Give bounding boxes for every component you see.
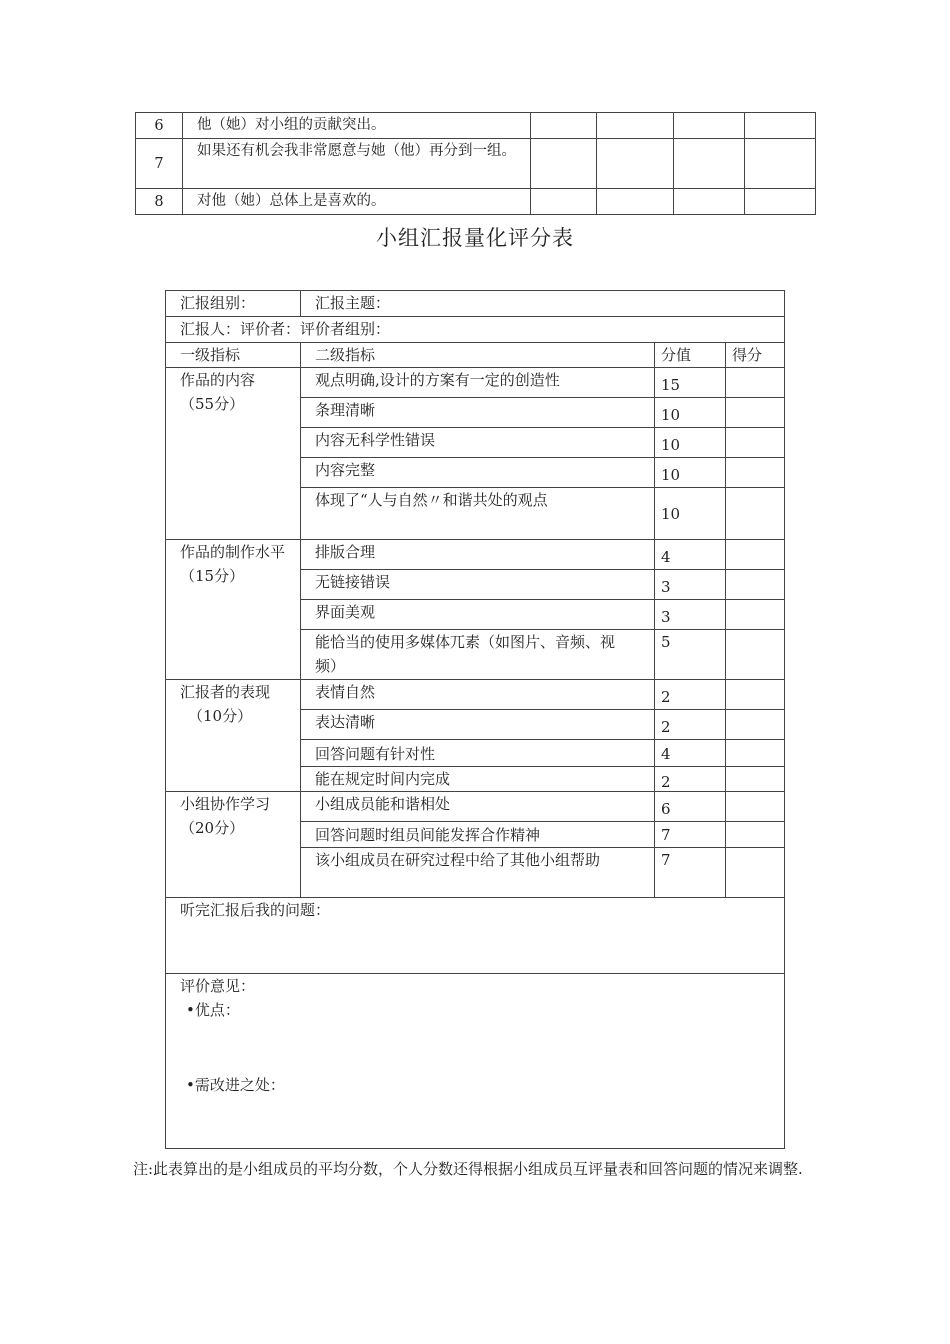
criterion-score: 4 xyxy=(661,548,671,566)
score-input-cell[interactable] xyxy=(726,458,785,488)
row-statement: 如果还有机会我非常愿意与她（他）再分到一组。 xyxy=(183,139,531,189)
criterion-label: 内容完整 xyxy=(301,458,655,488)
criterion-score: 7 xyxy=(661,826,671,844)
scoring-table xyxy=(165,290,785,1149)
criterion-score: 5 xyxy=(661,633,671,651)
score-input-cell[interactable] xyxy=(726,570,785,600)
criterion-label: 排版合理 xyxy=(301,540,655,570)
criterion-label: 小组成员能和谐相处 xyxy=(301,792,655,822)
peer-evaluation-table xyxy=(135,112,816,215)
table-row xyxy=(136,113,816,139)
table-row xyxy=(166,680,785,710)
criterion-label: 回答问题有针对性 xyxy=(301,740,655,767)
criterion-score: 7 xyxy=(661,851,671,869)
table-row xyxy=(166,368,785,398)
rating-cell[interactable] xyxy=(531,113,597,139)
criterion-label: 内容无科学性错误 xyxy=(301,428,655,458)
criterion-score: 15 xyxy=(661,376,681,394)
questions-row xyxy=(166,898,785,974)
criterion-label: 表达清晰 xyxy=(301,710,655,740)
criterion-score: 6 xyxy=(661,800,671,818)
column-header-level2: 二级指标 xyxy=(301,343,655,368)
criterion-score: 3 xyxy=(661,608,671,626)
rating-cell[interactable] xyxy=(745,189,816,215)
criterion-score: 10 xyxy=(661,406,681,424)
section-presenter xyxy=(166,680,301,792)
comments-field[interactable] xyxy=(166,974,785,1149)
table-row xyxy=(136,189,816,215)
section-points: （10分） xyxy=(188,707,253,725)
score-input-cell[interactable] xyxy=(726,740,785,767)
rating-cell[interactable] xyxy=(597,189,674,215)
rating-cell[interactable] xyxy=(674,113,745,139)
criterion-label: 能在规定时间内完成 xyxy=(301,767,655,792)
section-points: （55分） xyxy=(180,395,245,413)
page-title: 小组汇报量化评分表 xyxy=(376,226,574,250)
rating-cell[interactable] xyxy=(674,139,745,189)
rating-cell[interactable] xyxy=(597,113,674,139)
improve-label: •需改进之处： xyxy=(186,1076,285,1094)
section-name: 汇报者的表现 xyxy=(180,683,271,701)
rating-cell[interactable] xyxy=(597,139,674,189)
criterion-label: 条理清晰 xyxy=(301,398,655,428)
reporter-field[interactable]: 汇报人：评价者：评价者组别： xyxy=(166,317,785,343)
score-input-cell[interactable] xyxy=(726,680,785,710)
header-row xyxy=(166,291,785,317)
criterion-label: 能恰当的使用多媒体兀素（如图片、音频、视频） xyxy=(301,630,655,680)
score-input-cell[interactable] xyxy=(726,488,785,540)
score-input-cell[interactable] xyxy=(726,630,785,680)
criterion-label: 无链接错误 xyxy=(301,570,655,600)
header-row xyxy=(166,317,785,343)
criterion-score: 10 xyxy=(661,504,681,523)
criterion-label: 该小组成员在研究过程中给了其他小组帮助 xyxy=(301,848,655,898)
rating-cell[interactable] xyxy=(674,189,745,215)
criterion-score: 10 xyxy=(661,436,681,454)
criterion-label: 体现了“人与自然〃和谐共处的观点 xyxy=(301,488,655,540)
score-input-cell[interactable] xyxy=(726,848,785,898)
table-row xyxy=(136,139,816,189)
section-name: 作品的内容 xyxy=(180,371,256,389)
criterion-score: 4 xyxy=(661,745,671,763)
score-input-cell[interactable] xyxy=(726,368,785,398)
rating-cell[interactable] xyxy=(745,139,816,189)
criterion-score: 2 xyxy=(661,688,671,706)
score-input-cell[interactable] xyxy=(726,398,785,428)
rating-cell[interactable] xyxy=(531,189,597,215)
score-input-cell[interactable] xyxy=(726,600,785,630)
footnote: 注:此表算出的是小组成员的平均分数，个人分数还得根据小组成员互评量表和回答问题的情况来调整. xyxy=(133,1160,803,1178)
criterion-label: 界面美观 xyxy=(301,600,655,630)
score-input-cell[interactable] xyxy=(726,428,785,458)
column-header-got: 得分 xyxy=(726,343,785,368)
row-number: 7 xyxy=(136,139,183,189)
rating-cell[interactable] xyxy=(531,139,597,189)
column-header-row xyxy=(166,343,785,368)
group-field[interactable]: 汇报组别： xyxy=(166,291,301,317)
criterion-score: 3 xyxy=(661,578,671,596)
criterion-score: 2 xyxy=(661,718,671,736)
topic-field[interactable]: 汇报主题： xyxy=(301,291,785,317)
column-header-level1: 一级指标 xyxy=(166,343,301,368)
table-row xyxy=(166,792,785,822)
section-name: 小组协作学习 xyxy=(180,795,271,813)
section-points: （20分） xyxy=(180,819,245,837)
questions-field[interactable]: 听完汇报后我的问题： xyxy=(166,898,785,974)
table-row xyxy=(166,540,785,570)
column-header-score: 分值 xyxy=(655,343,726,368)
section-collaboration xyxy=(166,792,301,898)
pros-label: •优点： xyxy=(186,1001,240,1019)
criterion-score: 2 xyxy=(661,773,671,791)
section-name: 作品的制作水平（15分） xyxy=(180,543,286,585)
section-content xyxy=(166,368,301,540)
row-statement: 对他（她）总体上是喜欢的。 xyxy=(183,189,531,215)
score-input-cell[interactable] xyxy=(726,540,785,570)
criterion-label: 表情自然 xyxy=(301,680,655,710)
criterion-score: 10 xyxy=(661,466,681,484)
rating-cell[interactable] xyxy=(745,113,816,139)
comments-label: 评价意见： xyxy=(180,977,256,995)
section-production xyxy=(166,540,301,680)
score-input-cell[interactable] xyxy=(726,767,785,792)
row-statement: 他（她）对小组的贡献突出。 xyxy=(183,113,531,139)
criterion-label: 回答问题时组员间能发挥合作精神 xyxy=(301,822,655,848)
score-input-cell[interactable] xyxy=(726,710,785,740)
comments-row xyxy=(166,974,785,1149)
score-input-cell[interactable] xyxy=(726,792,785,822)
row-number: 8 xyxy=(136,189,183,215)
score-input-cell[interactable] xyxy=(726,822,785,848)
row-number: 6 xyxy=(136,113,183,139)
criterion-label: 观点明确,设计的方案有一定的创造性 xyxy=(301,368,655,398)
